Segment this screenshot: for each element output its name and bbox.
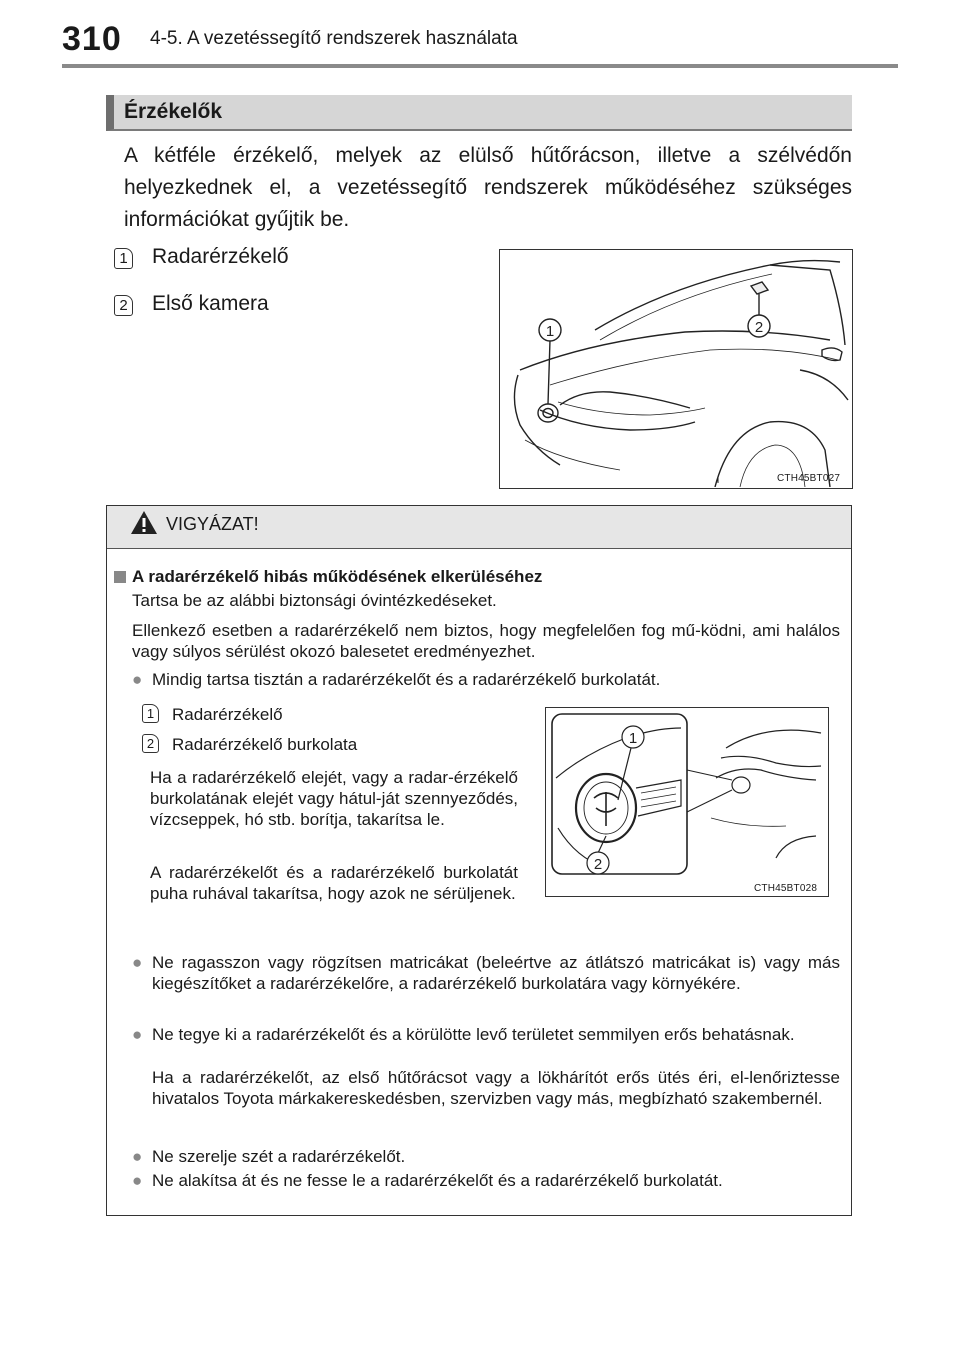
caution-bullet-3b: Ha a radarérzékelőt, az első hűtőrácsot vagy a lökhárítót erős ütés éri, el-lenőriztesse hivatalos Toyota márkakereskedésben, szervizben vagy más, megbízható szakembernél. xyxy=(152,1068,840,1108)
figure-callout-1: 1 xyxy=(545,323,555,340)
caution-para-1: Ha a radarérzékelő elejét, vagy a radar-érzékelő burkolatának elejét vagy hátul-ját szennyeződés, vízcseppek, hó stb. borítja, takarítsa le. xyxy=(150,768,518,829)
square-bullet-icon xyxy=(114,571,126,583)
car-front-illustration xyxy=(500,250,851,487)
figure-callout-2: 2 xyxy=(754,319,764,336)
figure-code: CTH45BT027 xyxy=(777,473,841,484)
car-front-figure xyxy=(499,249,853,489)
radar-sensor-figure xyxy=(545,707,829,897)
caution-line-1: Tartsa be az alábbi biztonsági óvintézkedéseket. xyxy=(132,591,497,610)
caution-line-2: Ellenkező esetben a radarérzékelő nem biztos, hogy megfelelően fog mű-ködni, ami halálos vagy súlyos sérülést okozó balesetet eredményezhet. xyxy=(132,621,840,661)
item-number-2: 2 xyxy=(114,295,133,316)
radar-sensor-illustration xyxy=(546,708,827,895)
radar-callout-2: 2 xyxy=(593,856,603,873)
caution-bullet-4: Ne szerelje szét a radarérzékelőt. xyxy=(152,1147,406,1166)
item-label-radar: Radarérzékelő xyxy=(152,245,289,268)
caution-para-2: A radarérzékelőt és a radarérzékelő burkolatát puha ruhával takarítsa, hogy azok ne sérüljenek. xyxy=(150,863,518,903)
bullet-icon: ● xyxy=(132,953,143,972)
sub-item-label-radar: Radarérzékelő xyxy=(172,705,283,724)
caution-title: VIGYÁZAT! xyxy=(166,514,259,534)
warning-triangle-icon xyxy=(130,510,158,536)
page-number: 310 xyxy=(62,20,122,58)
item-number-1: 1 xyxy=(114,248,133,269)
bullet-icon: ● xyxy=(132,1025,143,1044)
bullet-icon: ● xyxy=(132,1147,143,1166)
bullet-icon: ● xyxy=(132,1171,143,1190)
sub-item-label-cover: Radarérzékelő burkolata xyxy=(172,735,358,754)
caution-bullet-2: Ne ragasszon vagy rögzítsen matricákat (beleértve az átlátszó matricákat is) vagy más kiegészítőket a radarérzékelőre, a radarérzékelő burkolatára vagy környékére. xyxy=(152,953,840,993)
section-title: Érzékelők xyxy=(124,100,223,123)
sub-item-number-2: 2 xyxy=(142,734,159,753)
caution-bullet-5: Ne alakítsa át és ne fesse le a radarérzékelőt és a radarérzékelő burkolatát. xyxy=(152,1171,723,1190)
sub-item-number-1: 1 xyxy=(142,704,159,723)
bullet-icon: ● xyxy=(132,670,143,689)
caution-bullet-3a: Ne tegye ki a radarérzékelőt és a körülötte levő területet semmilyen erős behatásnak. xyxy=(152,1025,795,1044)
caution-heading: A radarérzékelő hibás működésének elkerüléséhez xyxy=(132,567,543,586)
header-rule xyxy=(62,64,898,68)
radar-figure-code: CTH45BT028 xyxy=(754,883,818,894)
intro-paragraph: A kétféle érzékelő, melyek az elülső hűtőrácson, illetve a szélvédőn helyezkednek el, a vezetéssegítő rendszerek működéséhez szükséges információkat gyűjtik be. xyxy=(124,144,852,231)
caution-bullet-1: Mindig tartsa tisztán a radarérzékelőt és a radarérzékelő burkolatát. xyxy=(152,670,661,689)
chapter-title: 4-5. A vezetéssegítő rendszerek használata xyxy=(150,28,518,49)
item-label-camera: Első kamera xyxy=(152,292,269,315)
radar-callout-1: 1 xyxy=(628,730,638,747)
